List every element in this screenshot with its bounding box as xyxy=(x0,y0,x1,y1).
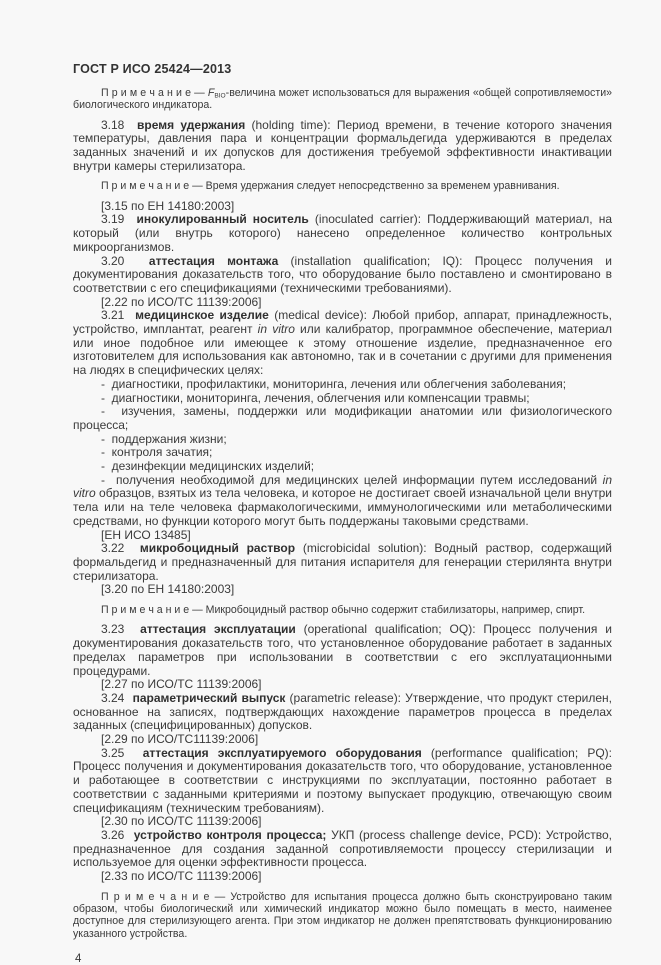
list-item: - дезинфекции медицинских изделий; xyxy=(101,459,315,474)
reference-line: [2.27 по ИСО/ТС 11139:2006] xyxy=(101,677,262,692)
definition-paragraph: 3.18 время удержания (holding time): Период времени, в течение которого значения температуры, давления пара и концентрации формальдегида удерживаются в пределах заданных значений и их допусков для достижения требуемой эффективности инактивации внутри камеры стерилизатора. xyxy=(73,117,612,173)
page-header: ГОСТ Р ИСО 25424—2013 xyxy=(73,62,232,76)
page-number: 4 xyxy=(75,952,82,965)
definition-paragraph: 3.25 аттестация эксплуатируемого оборудования (performance qualification; PQ): Процесс получения и документирования доказательств того, что оборудование, установленное и работающее в соответствии с инструкциями по эксплуатации, постоянно работает в соответствии с заданными критериями и поэтому выпускает продукцию, отвечающую своим спецификациям (техническим требованиям). xyxy=(73,745,612,815)
note-paragraph: П р и м е ч а н и е — $F_{BIO}$-величина может использоваться для выражения «общей сопротивляемости» биологического индикатора. xyxy=(73,87,613,112)
definition-paragraph: 3.26 устройство контроля процесса; УКП (process challenge device, PCD): Устройство, предназначенное для создания заданной сопротивляемости процессу стерилизации и используемое для оценки эффективности процесса. xyxy=(73,827,612,870)
list-item: - диагностики, профилактики, мониторинга, лечения или облегчения заболевания; xyxy=(101,376,567,391)
note-paragraph: П р и м е ч а н и е — Микробоцидный раствор обычно содержит стабилизаторы, например, спирт. xyxy=(101,604,586,617)
reference-line: [ЕН ИСО 13485] xyxy=(101,527,191,542)
reference-line: [3.20 по ЕН 14180:2003] xyxy=(101,582,235,597)
definition-paragraph: 3.23 аттестация эксплуатации (operational qualification; OQ): Процесс получения и документирования доказательств того, что установленное оборудование работает в заданных пределах параметров при использовании в соответствии с его эксплуатационными процедурами. xyxy=(73,622,612,678)
reference-line: [2.30 по ИСО/ТС 11139:2006] xyxy=(101,814,262,829)
note-paragraph: П р и м е ч а н и е — Устройство для испытания процесса должно быть сконструировано таким образом, чтобы биологический или химический индикатор можно было помещать в место, наименее доступное для стерилизующего агента. При этом индикатор не должен препятствовать функционированию указанного устройства. xyxy=(73,890,612,940)
reference-line: [2.29 по ИСО/ТС11139:2006] xyxy=(101,732,259,747)
definition-paragraph: 3.24 параметрический выпуск (parametric release): Утверждение, что продукт стерилен, основанное на записях, подтверждающих нахождение параметров процесса в пределах заданных (специфицированных) допусков. xyxy=(73,690,612,733)
reference-line: [2.22 по ИСО/ТС 11139:2006] xyxy=(101,294,262,309)
note-paragraph: П р и м е ч а н и е — Время удержания следует непосредственно за временем уравнивания. xyxy=(101,180,560,193)
list-item: - контроля зачатия; xyxy=(101,445,213,460)
definition-paragraph: 3.19 инокулированный носитель (inoculated carrier): Поддерживающий материал, на который (или внутрь которого) нанесено определенное количество контрольных микроорганизмов. xyxy=(73,212,612,254)
document-body xyxy=(73,87,612,940)
definition-paragraph: 3.21 медицинское изделие (medical device): Любой прибор, аппарат, принадлежность, устройство, имплантат, реагент in vitro или калибратор, программное обеспечение, материал или иное подобное или имеющее к этому отношение изделие, предназначенное его изготовителем для использования как автономно, так и в сочетании с другими для применения на людях в специфических целях: xyxy=(73,308,613,378)
list-item: - диагностики, мониторинга, лечения, облегчения или компенсации травмы; xyxy=(101,390,530,405)
definition-paragraph: 3.20 аттестация монтажа (installation qualification; IQ): Процесс получения и документирования доказательств того, что оборудование было поставлено и смонтировано в соответствии с его спецификациями (техническими требованиями). xyxy=(73,253,612,295)
list-item: - получения необходимой для медицинских целей информации путем исследований in vitro образцов, взятых из тела человека, и которое не достигает своей изначальной цели внутри тела или на теле человека фармакологическими, иммунологическими или метаболическими средствами, но функции которого могут быть поддержаны таковыми средствами. xyxy=(73,472,612,528)
definition-paragraph: 3.22 микробоцидный раствор (microbicidal solution): Водный раствор, содержащий формальдегид и предназначенный для питания испарителя для генерации стерилянта внутри стерилизатора. xyxy=(73,541,612,583)
reference-line: [2.33 по ИСО/ТС 11139:2006] xyxy=(101,869,262,884)
reference-line: [3.15 по ЕН 14180:2003] xyxy=(101,198,235,213)
list-item: - поддержания жизни; xyxy=(101,431,227,446)
list-item: - изучения, замены, поддержки или модификации анатомии или физиологического процесса; xyxy=(73,404,612,432)
